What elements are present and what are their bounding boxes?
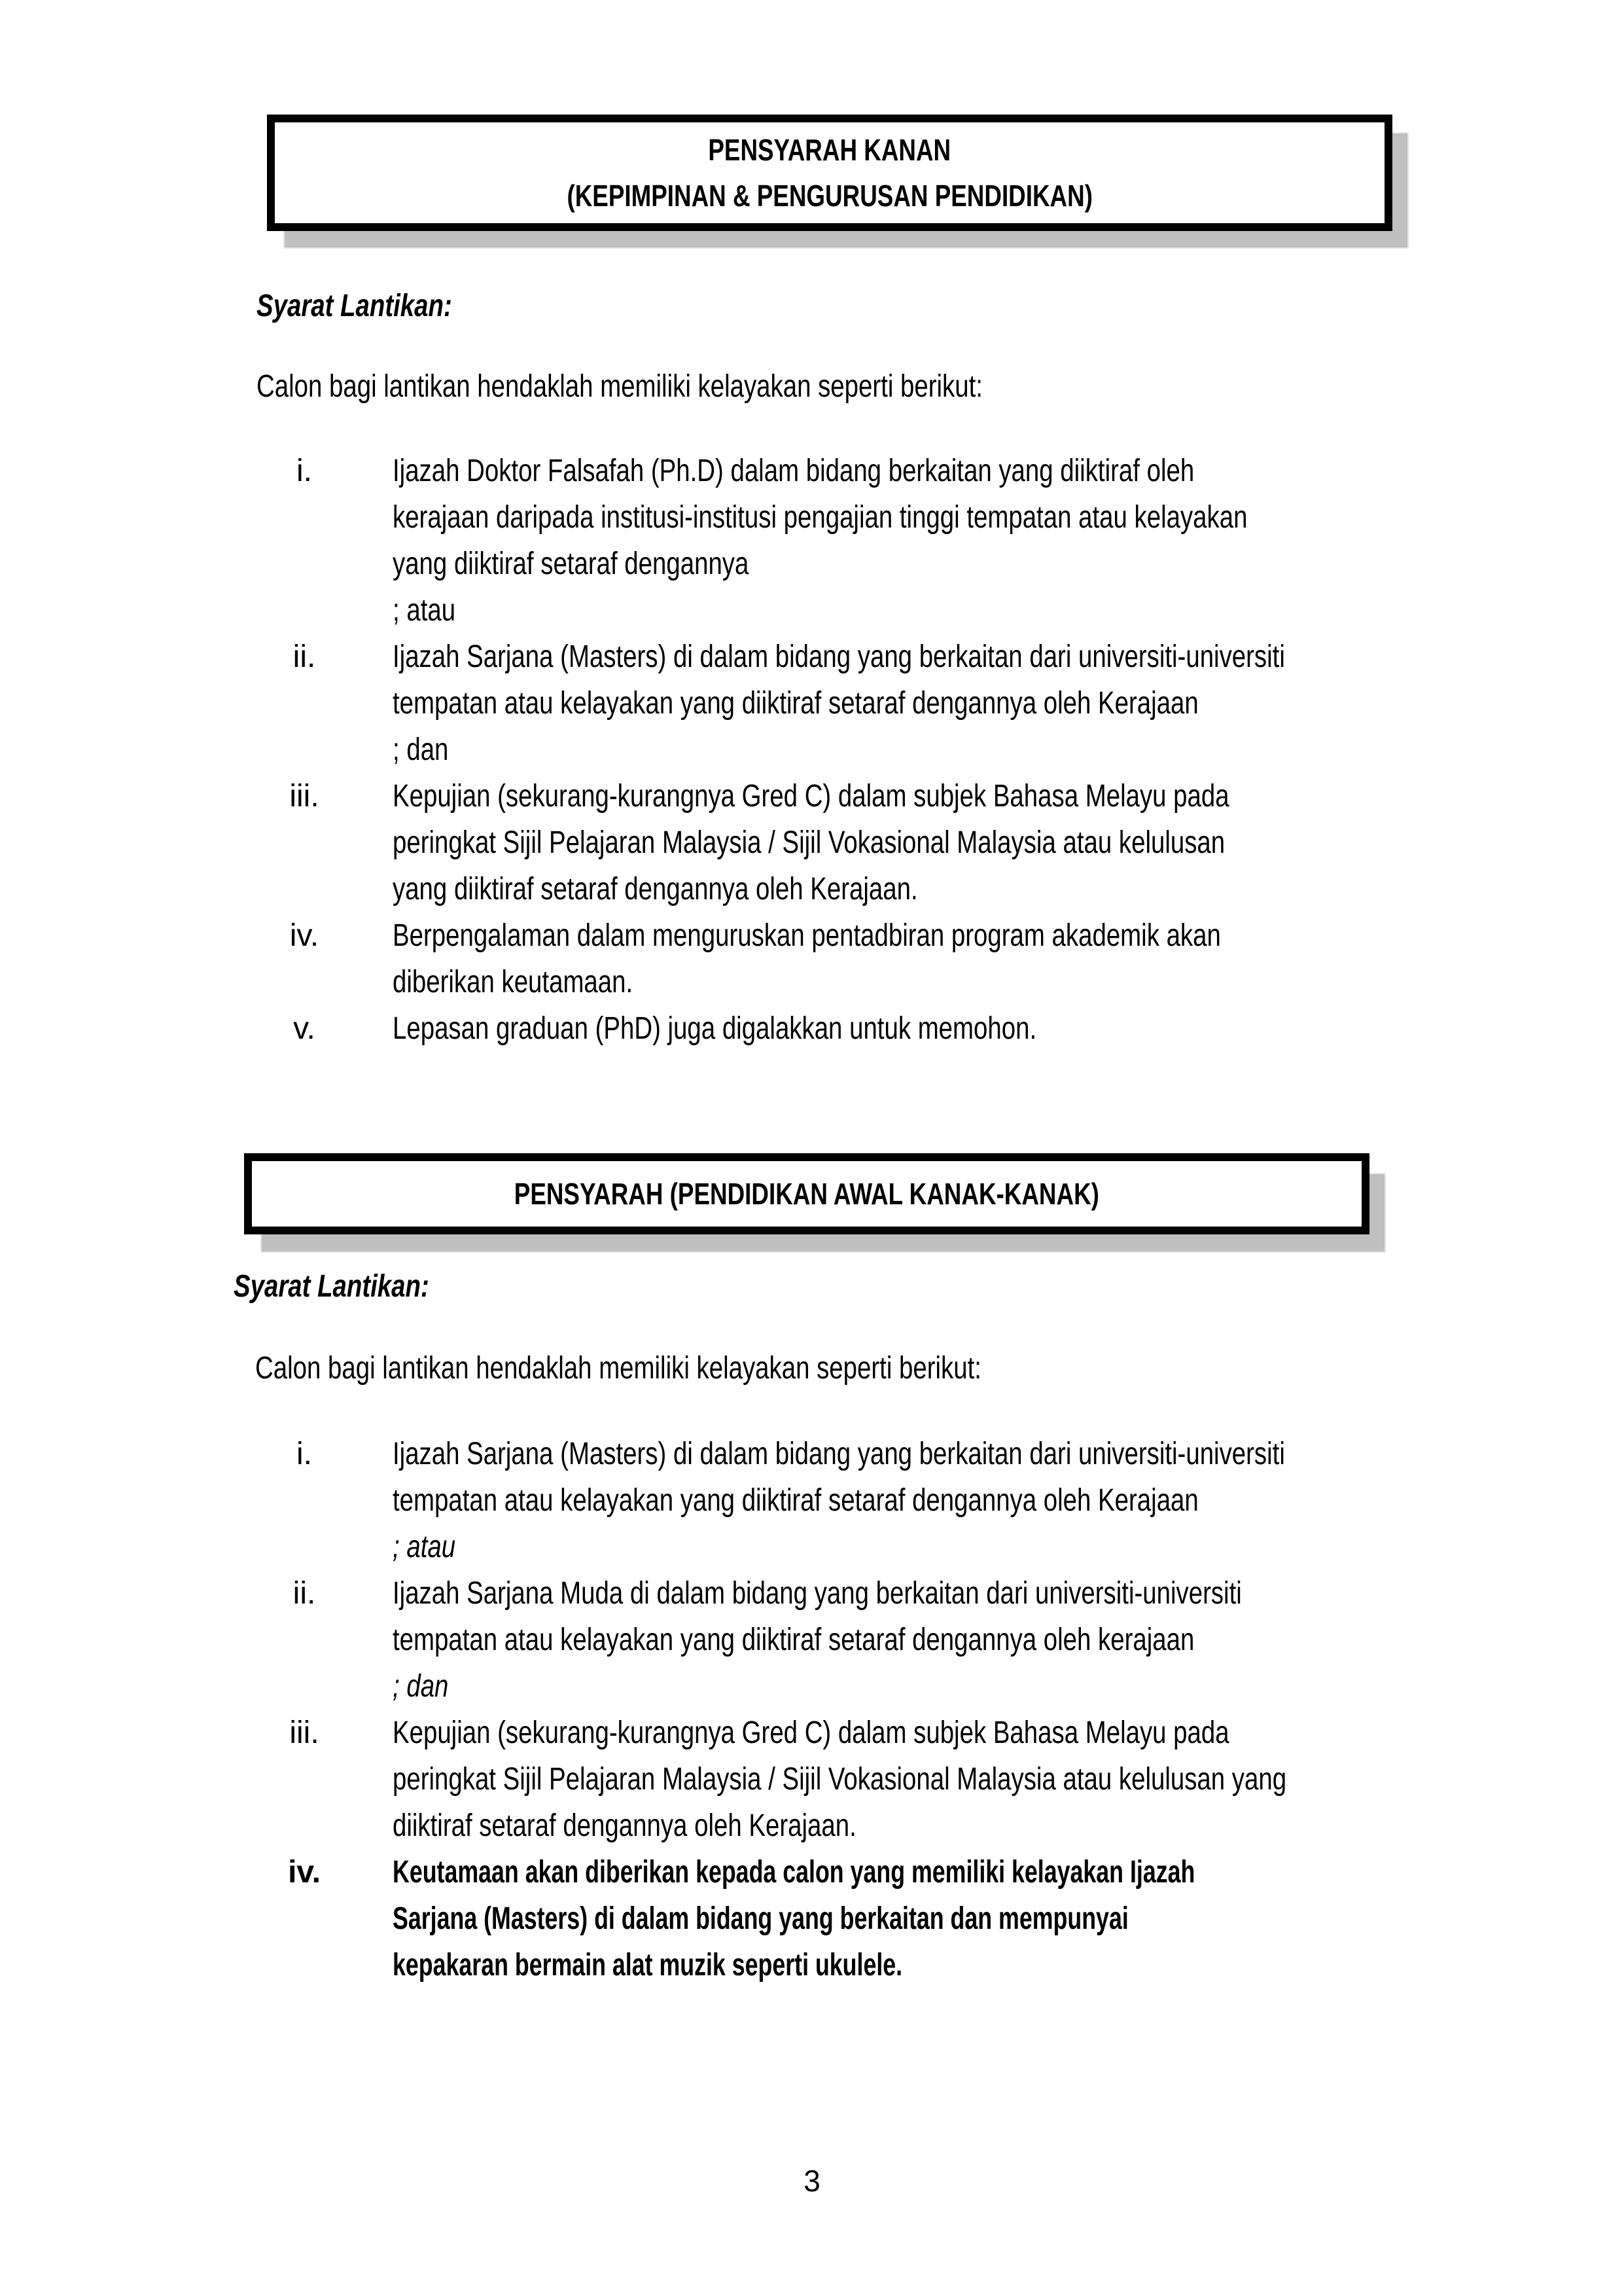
list-item: [278, 912, 1431, 1005]
list-item: [278, 773, 1431, 912]
requirements-label: Syarat Lantikan:: [234, 1269, 429, 1304]
item-text-line: Sarjana (Masters) di dalam bidang yang berkaitan dan mempunyai: [393, 1901, 1129, 1936]
item-text-line: kerajaan daripada institusi-institusi pengajian tinggi tempatan atau kelayakan: [393, 500, 1248, 535]
intro-text: Calon bagi lantikan hendaklah memiliki kelayakan seperti berikut:: [256, 369, 983, 404]
requirements-label: Syarat Lantikan:: [256, 289, 452, 323]
item-number: iii.: [289, 1715, 319, 1750]
item-text-line: diberikan keutamaan.: [393, 965, 633, 999]
item-text-line: tempatan atau kelayakan yang diiktiraf setaraf dengannya oleh kerajaan: [393, 1623, 1195, 1657]
item-text-line: yang diiktiraf setaraf dengannya: [393, 547, 749, 581]
item-number: i.: [296, 1437, 312, 1471]
item-text-line: Ijazah Doktor Falsafah (Ph.D) dalam bidang berkaitan yang diiktiraf oleh: [393, 454, 1195, 488]
item-text-line: yang diiktiraf setaraf dengannya oleh Kerajaan.: [393, 872, 918, 906]
section-title-box: [267, 115, 1392, 231]
item-number: ii.: [292, 1576, 316, 1611]
item-connector: ; atau: [393, 1530, 456, 1564]
item-text-line: tempatan atau kelayakan yang diiktiraf setaraf dengannya oleh Kerajaan: [393, 1483, 1199, 1518]
item-number: iv.: [289, 918, 319, 953]
item-text-line: Ijazah Sarjana (Masters) di dalam bidang yang berkaitan dari universiti-universiti: [393, 1437, 1285, 1471]
item-text-line: tempatan atau kelayakan yang diiktiraf setaraf dengannya oleh Kerajaan: [393, 686, 1199, 721]
list-item-priority: [278, 1849, 1431, 1988]
requirements-list: [278, 448, 1431, 1052]
item-number: v.: [293, 1011, 315, 1046]
list-item: [278, 448, 1431, 634]
section-title-line: (KEPIMPINAN & PENGURUSAN PENDIDIKAN): [567, 179, 1093, 213]
item-text-line: Keutamaan akan diberikan kepada calon yang memiliki kelayakan Ijazah: [393, 1855, 1195, 1890]
item-number: iv.: [288, 1855, 321, 1890]
item-connector: ; atau: [393, 593, 456, 628]
requirements-list: [278, 1431, 1431, 1988]
item-text-line: Berpengalaman dalam menguruskan pentadbiran program akademik akan: [393, 918, 1221, 953]
page-number: 3: [803, 2164, 821, 2198]
list-item: [278, 1005, 1431, 1052]
item-text-line: Kepujian (sekurang-kurangnya Gred C) dalam subjek Bahasa Melayu pada: [393, 779, 1229, 814]
item-number: i.: [296, 454, 312, 488]
item-text-line: peringkat Sijil Pelajaran Malaysia / Sijil Vokasional Malaysia atau kelulusan: [393, 825, 1226, 860]
item-text-line: Ijazah Sarjana Muda di dalam bidang yang berkaitan dari universiti-universiti: [393, 1576, 1242, 1611]
list-item: [278, 1431, 1431, 1570]
item-text-line: kepakaran bermain alat muzik seperti ukulele.: [393, 1948, 903, 1982]
item-connector: ; dan: [393, 732, 449, 767]
item-text-line: diiktiraf setaraf dengannya oleh Kerajaan.: [393, 1808, 856, 1843]
item-number: iii.: [289, 779, 319, 814]
item-number: ii.: [292, 639, 316, 674]
section-title-line: PENSYARAH (PENDIDIKAN AWAL KANAK-KANAK): [514, 1177, 1100, 1211]
item-connector: ; dan: [393, 1669, 449, 1704]
list-item: [278, 634, 1431, 773]
section-title-box: [244, 1153, 1369, 1234]
item-text-line: Lepasan graduan (PhD) juga digalakkan untuk memohon.: [393, 1011, 1037, 1046]
section-title-line: PENSYARAH KANAN: [708, 133, 951, 167]
list-item: [278, 1710, 1431, 1849]
item-text-line: Kepujian (sekurang-kurangnya Gred C) dalam subjek Bahasa Melayu pada: [393, 1715, 1229, 1750]
item-text-line: peringkat Sijil Pelajaran Malaysia / Sijil Vokasional Malaysia atau kelulusan yang: [393, 1762, 1287, 1797]
list-item: [278, 1570, 1431, 1710]
item-text-line: Ijazah Sarjana (Masters) di dalam bidang yang berkaitan dari universiti-universiti: [393, 639, 1285, 674]
intro-text: Calon bagi lantikan hendaklah memiliki kelayakan seperti berikut:: [255, 1351, 981, 1386]
